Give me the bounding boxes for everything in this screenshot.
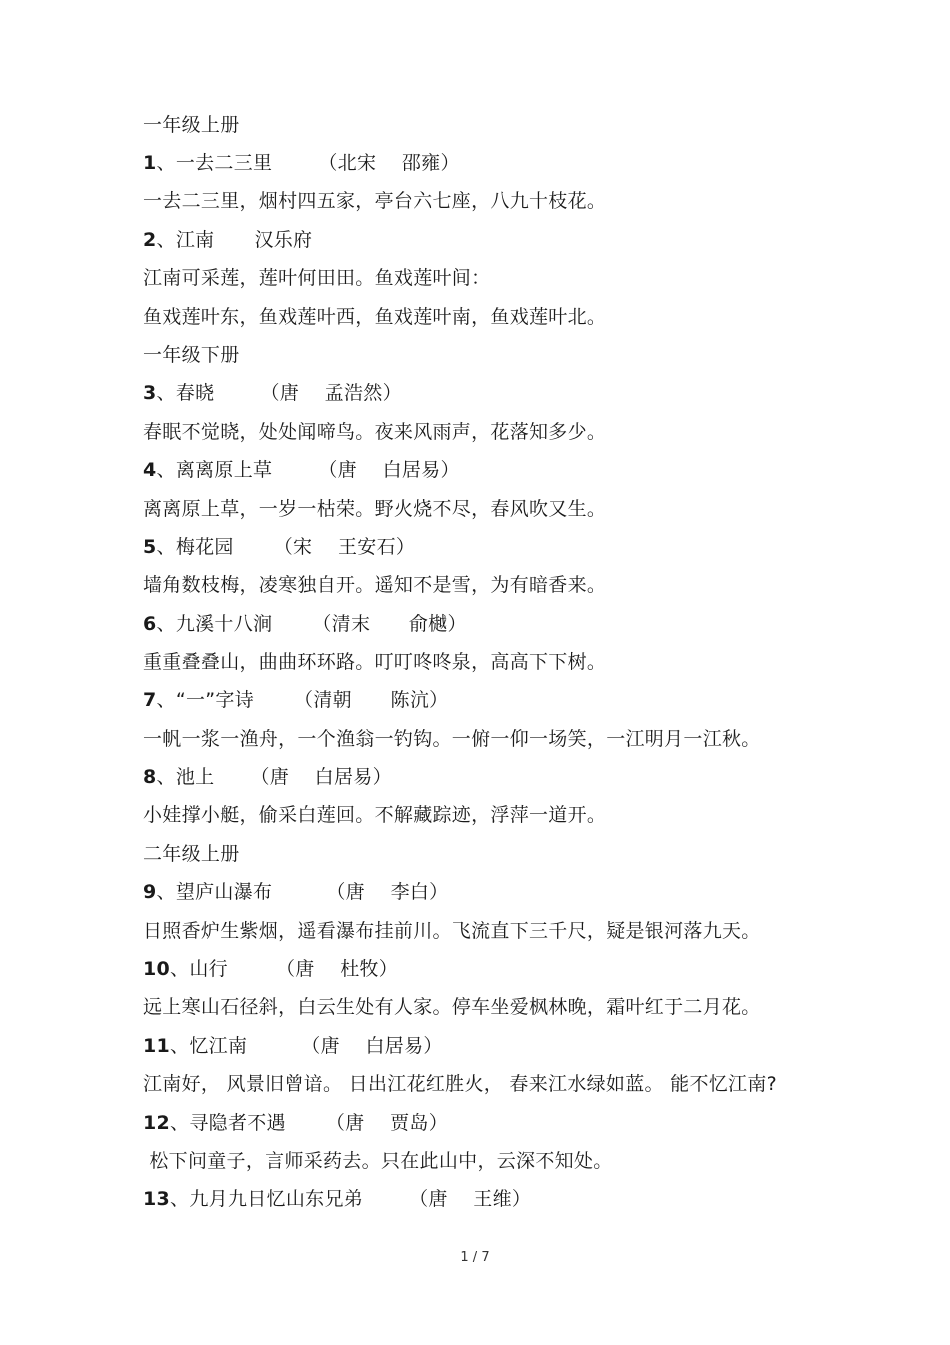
poem-text: 江南可采莲，莲叶何田田。鱼戏莲叶间： — [143, 267, 491, 289]
poem-text: 日照香炉生紫烟，遥看瀑布挂前川。飞流直下三千尺，疑是银河落九天。 — [143, 920, 761, 942]
section-heading: 一年级下册 — [143, 344, 240, 366]
poem-title: 2、江南 汉乐府 — [143, 229, 313, 251]
poem-title: 3、春晓 （唐 孟浩然） — [143, 382, 402, 404]
poem-text: 鱼戏莲叶东，鱼戏莲叶西，鱼戏莲叶南，鱼戏莲叶北。 — [143, 306, 607, 328]
poem-title: 12、寻隐者不遇 （唐 贾岛） — [143, 1112, 448, 1134]
poem-text: 离离原上草，一岁一枯荣。野火烧不尽，春风吹又生。 — [143, 498, 607, 520]
page-number: 1 / 7 — [460, 1250, 490, 1265]
poem-title: 8、池上 （唐 白居易） — [143, 766, 392, 788]
poem-title: 10、山行 （唐 杜牧） — [143, 958, 399, 980]
poem-title: 4、离离原上草 （唐 白居易） — [143, 459, 460, 481]
poem-text: 远上寒山石径斜，白云生处有人家。停车坐爱枫林晚，霜叶红于二月花。 — [143, 996, 761, 1018]
poem-text: 小娃撑小艇，偷采白莲回。不解藏踪迹，浮萍一道开。 — [143, 804, 607, 826]
poem-title: 5、梅花园 （宋 王安石） — [143, 536, 416, 558]
poem-text: 重重叠叠山，曲曲环环路。叮叮咚咚泉，高高下下树。 — [143, 651, 607, 673]
poem-title: 11、忆江南 （唐 白居易） — [143, 1035, 443, 1057]
poem-title: 13、九月九日忆山东兄弟 （唐 王维） — [143, 1188, 532, 1210]
poem-text: 江南好， 风景旧曾谙。 日出江花红胜火， 春来江水绿如蓝。 能不忆江南? — [143, 1073, 778, 1095]
poem-text: 春眠不觉晓，处处闻啼鸟。夜来风雨声，花落知多少。 — [143, 421, 607, 443]
poem-text: 一帆一浆一渔舟，一个渔翁一钓钩。一俯一仰一场笑，一江明月一江秋。 — [143, 728, 761, 750]
poem-text: 墙角数枝梅，凌寒独自开。遥知不是雪，为有暗香来。 — [143, 574, 607, 596]
poem-title: 6、九溪十八涧 （清末 俞樾） — [143, 613, 467, 635]
section-heading: 二年级上册 — [143, 843, 240, 865]
poem-title: 9、望庐山瀑布 （唐 李白） — [143, 881, 449, 903]
section-heading: 一年级上册 — [143, 114, 240, 136]
poem-text: 松下问童子，言师采药去。只在此山中，云深不知处。 — [143, 1150, 613, 1172]
poem-title: 7、“一”字诗 （清朝 陈沆） — [143, 689, 449, 711]
poem-title: 1、一去二三里 （北宋 邵雍） — [143, 152, 460, 174]
poem-text: 一去二三里，烟村四五家，亭台六七座，八九十枝花。 — [143, 190, 607, 212]
